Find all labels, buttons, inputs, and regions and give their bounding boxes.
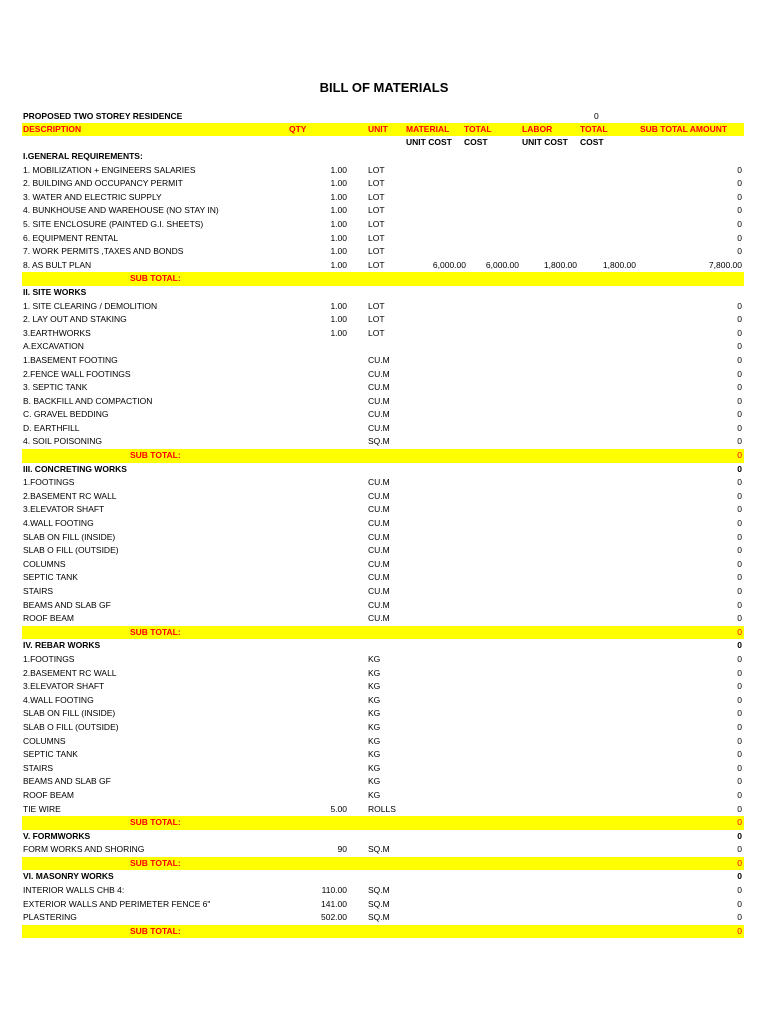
table-row — [22, 884, 744, 898]
sub-total-amount-cell: 0 — [737, 735, 742, 746]
subtotal-label: SUB TOTAL: — [130, 817, 181, 828]
unit-cell: CU.M — [368, 531, 390, 542]
unit-cell: LOT — [368, 314, 385, 325]
description-cell: COLUMNS — [23, 735, 66, 746]
unit-cell: KG — [368, 694, 381, 705]
qty-cell: 1.00 — [330, 246, 347, 257]
description-cell: 3.ELEVATOR SHAFT — [23, 681, 105, 692]
description-cell: 8. AS BULT PLAN — [23, 259, 92, 270]
table-row — [22, 789, 744, 803]
sub-total-amount-cell: 0 — [737, 640, 742, 651]
unit-cell: LOT — [368, 218, 385, 229]
table-row — [22, 748, 744, 762]
description-cell: A.EXCAVATION — [23, 341, 84, 352]
description-cell: 5. SITE ENCLOSURE (PAINTED G.I. SHEETS) — [23, 218, 204, 229]
qty-cell: 1.00 — [330, 218, 347, 229]
header-total-labor: TOTAL — [580, 124, 608, 134]
description-cell: FORM WORKS AND SHORING — [23, 844, 145, 855]
unit-cell: LOT — [368, 327, 385, 338]
description-cell: 1.FOOTINGS — [23, 477, 75, 488]
project-row — [22, 110, 744, 123]
sub-total-amount-cell: 0 — [737, 205, 742, 216]
description-cell: 1. MOBILIZATION + ENGINEERS SALARIES — [23, 164, 196, 175]
unit-cell: CU.M — [368, 545, 390, 556]
sub-total-amount-cell: 0 — [737, 667, 742, 678]
subheader-material-unit-cost: UNIT COST — [406, 137, 452, 147]
qty-cell: 1.00 — [330, 178, 347, 189]
unit-cell: SQ.M — [368, 885, 390, 896]
labor-total-cost-cell: 1,800.00 — [602, 259, 636, 270]
table-row — [22, 245, 744, 259]
header-unit: UNIT — [368, 124, 388, 134]
subtotal-label: SUB TOTAL: — [130, 450, 181, 461]
bill-table-body — [22, 150, 744, 938]
sub-total-amount-cell: 0 — [737, 708, 742, 719]
sub-total-amount-cell: 0 — [737, 436, 742, 447]
unit-cell: SQ.M — [368, 898, 390, 909]
unit-cell: SQ.M — [368, 912, 390, 923]
qty-cell: 141.00 — [321, 898, 347, 909]
sub-total-amount-cell: 0 — [737, 164, 742, 175]
description-cell: BEAMS AND SLAB GF — [23, 776, 111, 787]
description-cell: TIE WIRE — [23, 803, 61, 814]
sub-total-amount-cell: 7,800.00 — [708, 259, 742, 270]
project-value: 0 — [594, 111, 599, 121]
table-row — [22, 368, 744, 382]
sub-total-amount-cell: 0 — [737, 450, 742, 461]
sub-total-amount-cell: 0 — [737, 300, 742, 311]
sub-total-amount-cell: 0 — [737, 898, 742, 909]
subtotal-label: SUB TOTAL: — [130, 273, 181, 284]
description-cell: PLASTERING — [23, 912, 77, 923]
table-row — [22, 571, 744, 585]
qty-cell: 90 — [337, 844, 347, 855]
sub-total-amount-cell: 0 — [737, 178, 742, 189]
unit-cell: CU.M — [368, 368, 390, 379]
table-row — [22, 694, 744, 708]
subtotal-label: SUB TOTAL: — [130, 925, 181, 936]
qty-cell: 1.00 — [330, 314, 347, 325]
qty-cell: 5.00 — [330, 803, 347, 814]
sub-total-amount-cell: 0 — [737, 191, 742, 202]
sub-total-amount-cell: 0 — [737, 545, 742, 556]
table-row — [22, 612, 744, 626]
sub-total-amount-cell: 0 — [737, 327, 742, 338]
sub-total-amount-cell: 0 — [737, 844, 742, 855]
table-row — [22, 408, 744, 422]
description-cell: V. FORMWORKS — [23, 830, 91, 841]
unit-cell: CU.M — [368, 382, 390, 393]
subheader-material-cost: COST — [464, 137, 488, 147]
sub-total-amount-cell: 0 — [737, 626, 742, 637]
sub-total-amount-cell: 0 — [737, 817, 742, 828]
table-row — [22, 735, 744, 749]
qty-cell: 1.00 — [330, 300, 347, 311]
unit-cell: CU.M — [368, 518, 390, 529]
unit-cell: KG — [368, 749, 381, 760]
unit-cell: KG — [368, 681, 381, 692]
table-row — [22, 354, 744, 368]
table-row — [22, 490, 744, 504]
description-cell: 4.WALL FOOTING — [23, 518, 94, 529]
sub-total-amount-cell: 0 — [737, 857, 742, 868]
description-cell: 1. SITE CLEARING / DEMOLITION — [23, 300, 158, 311]
table-row — [22, 204, 744, 218]
description-cell: STAIRS — [23, 586, 54, 596]
description-cell: I.GENERAL REQUIREMENTS: — [23, 151, 143, 161]
sub-total-amount-cell: 0 — [737, 749, 742, 760]
table-row — [22, 517, 744, 531]
subtotal-row — [22, 272, 744, 286]
table-row — [22, 721, 744, 735]
description-cell: 4.WALL FOOTING — [23, 694, 94, 705]
table-row — [22, 327, 744, 341]
qty-cell: 1.00 — [330, 232, 347, 243]
section-header-row — [22, 870, 744, 884]
sub-total-amount-cell: 0 — [737, 871, 742, 882]
unit-cell: LOT — [368, 300, 385, 311]
unit-cell: LOT — [368, 178, 385, 189]
subtotal-row — [22, 857, 744, 871]
description-cell: SLAB O FILL (OUTSIDE) — [23, 545, 119, 556]
table-row — [22, 395, 744, 409]
unit-cell: SQ.M — [368, 436, 390, 447]
qty-cell: 1.00 — [330, 191, 347, 202]
section-header-row — [22, 150, 744, 164]
sub-total-amount-cell: 0 — [737, 925, 742, 936]
table-row — [22, 503, 744, 517]
description-cell: 1.BASEMENT FOOTING — [23, 354, 118, 365]
unit-cell: KG — [368, 708, 381, 719]
sub-total-amount-cell: 0 — [737, 395, 742, 406]
description-cell: SLAB ON FILL (INSIDE) — [23, 708, 116, 719]
description-cell: B. BACKFILL AND COMPACTION — [23, 395, 153, 406]
description-cell: SEPTIC TANK — [23, 572, 78, 583]
unit-cell: LOT — [368, 246, 385, 257]
table-row — [22, 803, 744, 817]
unit-cell: KG — [368, 735, 381, 746]
table-row — [22, 340, 744, 354]
table-row — [22, 898, 744, 912]
sub-total-amount-cell: 0 — [737, 341, 742, 352]
table-row — [22, 667, 744, 681]
unit-cell: SQ.M — [368, 844, 390, 855]
header-sub-total-amount: SUB TOTAL AMOUNT — [640, 124, 728, 134]
sub-total-amount-cell: 0 — [737, 246, 742, 257]
unit-cell: LOT — [368, 205, 385, 216]
table-row — [22, 476, 744, 490]
table-row — [22, 585, 744, 599]
sub-total-amount-cell: 0 — [737, 232, 742, 243]
sub-total-amount-cell: 0 — [737, 912, 742, 923]
qty-cell: 110.00 — [321, 885, 347, 896]
sub-total-amount-cell: 0 — [737, 762, 742, 773]
description-cell: ROOF BEAM — [23, 613, 75, 624]
qty-cell: 1.00 — [330, 164, 347, 175]
subtotal-row — [22, 449, 744, 463]
description-cell: COLUMNS — [23, 558, 66, 569]
table-row — [22, 218, 744, 232]
sub-total-amount-cell: 0 — [737, 653, 742, 664]
qty-cell: 1.00 — [330, 259, 347, 270]
page-title: BILL OF MATERIALS — [319, 80, 449, 95]
description-cell: 4. BUNKHOUSE AND WAREHOUSE (NO STAY IN) — [23, 205, 219, 216]
unit-cell: CU.M — [368, 490, 390, 501]
unit-cell: KG — [368, 653, 381, 664]
sub-total-amount-cell: 0 — [737, 830, 742, 841]
table-row — [22, 680, 744, 694]
sub-total-amount-cell: 0 — [737, 422, 742, 433]
subtotal-row — [22, 626, 744, 640]
sub-total-amount-cell: 0 — [737, 382, 742, 393]
table-row — [22, 191, 744, 205]
description-cell: BEAMS AND SLAB GF — [23, 599, 111, 610]
table-row — [22, 762, 744, 776]
description-cell: 1.FOOTINGS — [23, 653, 75, 664]
qty-cell: 502.00 — [321, 912, 347, 923]
unit-cell: CU.M — [368, 572, 390, 583]
qty-cell: 1.00 — [330, 327, 347, 338]
sub-total-amount-cell: 0 — [737, 776, 742, 787]
unit-cell: CU.M — [368, 613, 390, 624]
unit-cell: CU.M — [368, 395, 390, 406]
table-row — [22, 544, 744, 558]
description-cell: STAIRS — [23, 762, 54, 773]
unit-cell: LOT — [368, 232, 385, 243]
table-row — [22, 599, 744, 613]
qty-cell: 1.00 — [330, 205, 347, 216]
subtotal-row — [22, 925, 744, 939]
description-cell: 3.EARTHWORKS — [23, 327, 91, 338]
description-cell: 6. EQUIPMENT RENTAL — [23, 232, 119, 243]
unit-cell: KG — [368, 667, 381, 678]
description-cell: 2.BASEMENT RC WALL — [23, 490, 117, 501]
sub-total-amount-cell: 0 — [737, 694, 742, 705]
description-cell: EXTERIOR WALLS AND PERIMETER FENCE 6" — [23, 898, 211, 909]
sub-total-amount-cell: 0 — [737, 409, 742, 420]
section-header-row — [22, 639, 744, 653]
description-cell: 7. WORK PERMITS ,TAXES AND BONDS — [23, 246, 184, 257]
unit-cell: CU.M — [368, 422, 390, 433]
unit-cell: KG — [368, 762, 381, 773]
section-header-row — [22, 286, 744, 300]
sub-total-amount-cell: 0 — [737, 613, 742, 624]
sub-total-amount-cell: 0 — [737, 504, 742, 515]
header-description: DESCRIPTION — [23, 124, 82, 134]
table-row — [22, 558, 744, 572]
subheader-labor-unit-cost: UNIT COST — [522, 137, 568, 147]
table-row — [22, 177, 744, 191]
unit-cell: KG — [368, 789, 381, 800]
table-row — [22, 313, 744, 327]
description-cell: INTERIOR WALLS CHB 4: — [23, 885, 125, 896]
table-row — [22, 435, 744, 449]
material-total-cost-cell: 6,000.00 — [485, 259, 519, 270]
labor-unit-cost-cell: 1,800.00 — [543, 259, 577, 270]
sub-total-amount-cell: 0 — [737, 490, 742, 501]
table-row — [22, 653, 744, 667]
sub-total-amount-cell: 0 — [737, 314, 742, 325]
sub-total-amount-cell: 0 — [737, 599, 742, 610]
sub-total-amount-cell: 0 — [737, 368, 742, 379]
table-row — [22, 422, 744, 436]
table-row — [22, 531, 744, 545]
description-cell: SEPTIC TANK — [23, 749, 78, 760]
header-qty: QTY — [289, 124, 307, 134]
description-cell: 2. BUILDING AND OCCUPANCY PERMIT — [23, 178, 183, 189]
table-row — [22, 843, 744, 857]
description-cell: SLAB ON FILL (INSIDE) — [23, 531, 116, 542]
sub-total-amount-cell: 0 — [737, 789, 742, 800]
unit-cell: LOT — [368, 164, 385, 175]
column-subheader-row — [22, 136, 744, 149]
subtotal-row — [22, 816, 744, 830]
description-cell: 2.BASEMENT RC WALL — [23, 667, 117, 678]
sub-total-amount-cell: 0 — [737, 531, 742, 542]
table-row — [22, 259, 744, 273]
column-header-row — [22, 123, 744, 136]
table-row — [22, 707, 744, 721]
sub-total-amount-cell: 0 — [737, 721, 742, 732]
description-cell: SLAB O FILL (OUTSIDE) — [23, 721, 119, 732]
table-row — [22, 164, 744, 178]
description-cell: 3. WATER AND ELECTRIC SUPPLY — [23, 191, 162, 202]
description-cell: II. SITE WORKS — [23, 286, 87, 297]
unit-cell: CU.M — [368, 409, 390, 420]
unit-cell: LOT — [368, 259, 385, 270]
description-cell: 4. SOIL POISONING — [23, 436, 103, 447]
sub-total-amount-cell: 0 — [737, 803, 742, 814]
sub-total-amount-cell: 0 — [737, 586, 742, 596]
section-header-row — [22, 463, 744, 477]
description-cell: ROOF BEAM — [23, 789, 75, 800]
section-header-row — [22, 830, 744, 844]
unit-cell: ROLLS — [368, 803, 396, 814]
unit-cell: CU.M — [368, 599, 390, 610]
sub-total-amount-cell: 0 — [737, 885, 742, 896]
unit-cell: LOT — [368, 191, 385, 202]
sub-total-amount-cell: 0 — [737, 354, 742, 365]
header-labor: LABOR — [522, 124, 553, 134]
unit-cell: CU.M — [368, 504, 390, 515]
subtotal-label: SUB TOTAL: — [130, 626, 181, 637]
sub-total-amount-cell: 0 — [737, 681, 742, 692]
header-material: MATERIAL — [406, 124, 450, 134]
unit-cell: CU.M — [368, 354, 390, 365]
sub-total-amount-cell: 0 — [737, 218, 742, 229]
unit-cell: KG — [368, 776, 381, 787]
sub-total-amount-cell: 0 — [737, 477, 742, 488]
description-cell: 2.FENCE WALL FOOTINGS — [23, 368, 131, 379]
sub-total-amount-cell: 0 — [737, 518, 742, 529]
table-row — [22, 232, 744, 246]
header-total-material: TOTAL — [464, 124, 492, 134]
sub-total-amount-cell: 0 — [737, 558, 742, 569]
description-cell: 2. LAY OUT AND STAKING — [23, 314, 127, 325]
table-row — [22, 775, 744, 789]
unit-cell: CU.M — [368, 558, 390, 569]
sub-total-amount-cell: 0 — [737, 572, 742, 583]
unit-cell: KG — [368, 721, 381, 732]
material-unit-cost-cell: 6,000.00 — [432, 259, 466, 270]
description-cell: IV. REBAR WORKS — [23, 640, 101, 651]
project-name: PROPOSED TWO STOREY RESIDENCE — [23, 111, 183, 121]
table-row — [22, 300, 744, 314]
unit-cell: CU.M — [368, 477, 390, 488]
description-cell: III. CONCRETING WORKS — [23, 463, 127, 474]
subheader-labor-cost: COST — [580, 137, 604, 147]
table-row — [22, 911, 744, 925]
description-cell: 3.ELEVATOR SHAFT — [23, 504, 105, 515]
description-cell: D. EARTHFILL — [23, 422, 80, 433]
table-row — [22, 381, 744, 395]
unit-cell: CU.M — [368, 586, 390, 596]
description-cell: C. GRAVEL BEDDING — [23, 409, 109, 420]
description-cell: VI. MASONRY WORKS — [23, 871, 114, 882]
sub-total-amount-cell: 0 — [737, 463, 742, 474]
subtotal-label: SUB TOTAL: — [130, 857, 181, 868]
description-cell: 3. SEPTIC TANK — [23, 382, 88, 393]
